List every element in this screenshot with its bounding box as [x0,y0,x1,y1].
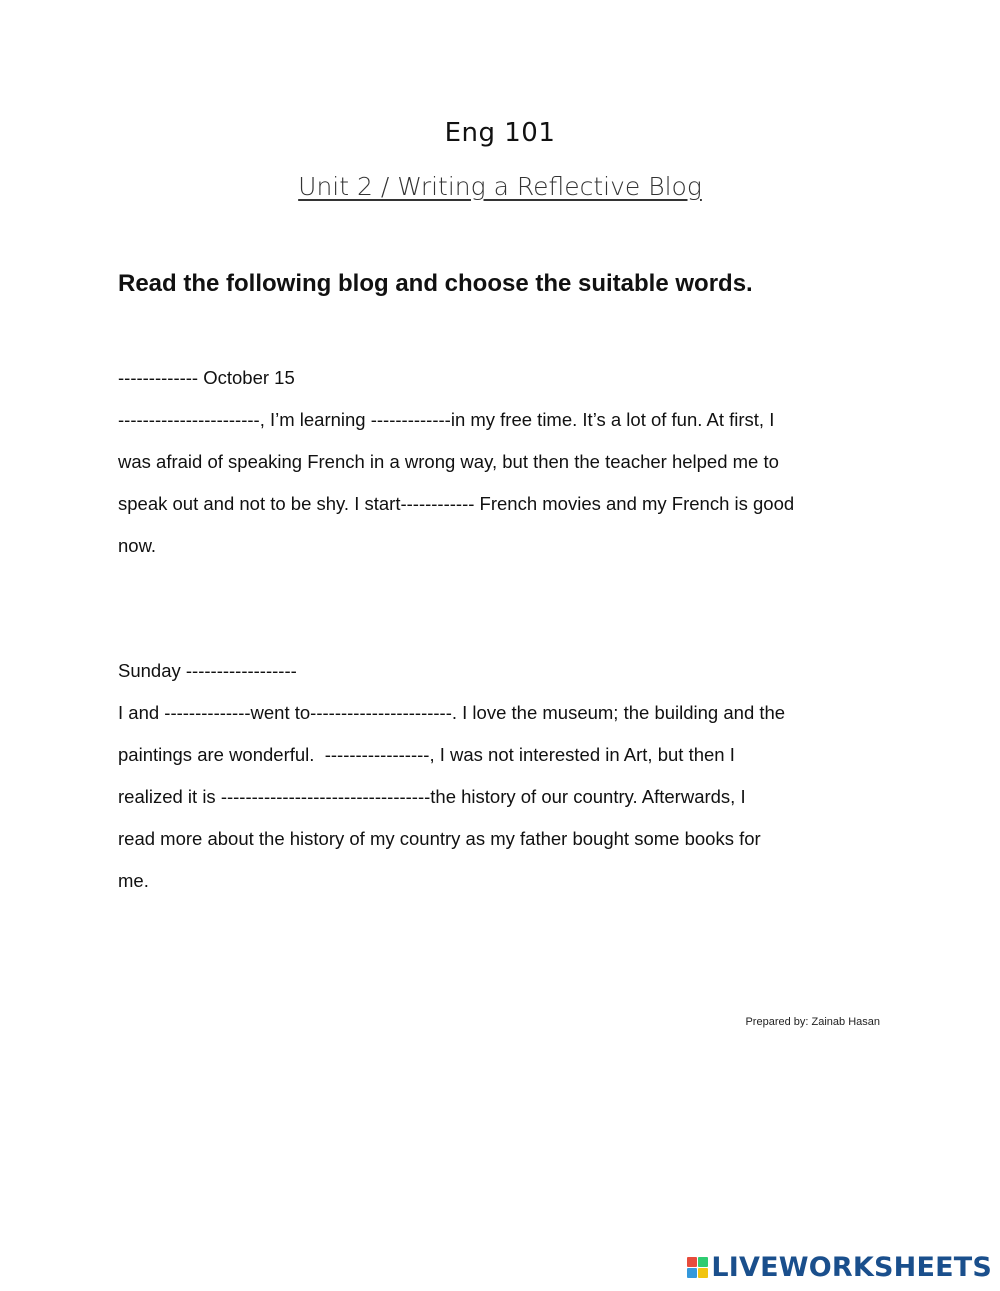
liveworksheets-brand[interactable] [687,1252,992,1283]
logo-square-red [687,1257,697,1267]
instruction-text: Read the following blog and choose the suitable words. [118,270,753,297]
liveworksheets-wordmark: LIVEWORKSHEETS [711,1252,992,1283]
blog1-text-line-2: was afraid of speaking French in a wrong way, but then the teacher helped me to [118,451,779,472]
page-subtitle: Unit 2 / Writing a Reflective Blog [298,172,702,201]
blog2-text-line-4: read more about the history of my country as my father bought some books for [118,828,761,849]
blog2-text-line-3: realized it is ----------------------------------the history of our country. Afterwards, I [118,786,746,807]
blog1-date-line: ------------- October 15 [118,367,295,388]
blog1-text-line-1: -----------------------, I’m learning -------------in my free time. It’s a lot of fun. At first, I [118,409,775,430]
logo-square-yellow [698,1268,708,1278]
blog2-text-line-1: I and --------------went to-----------------------. I love the museum; the building and the [118,702,786,723]
liveworksheets-logo-icon [687,1254,708,1282]
logo-square-blue [687,1268,697,1278]
blog1-text-line-4: now. [118,535,157,556]
blog1-text-line-3: speak out and not to be shy. I start------------ French movies and my French is good [118,493,795,514]
blog2-text-line-2: paintings are wonderful. -----------------, I was not interested in Art, but then I [118,744,735,765]
blog2-date-line: Sunday ------------------ [118,660,297,681]
prepared-by-text: Prepared by: Zainab Hasan [745,1016,880,1028]
page-title: Eng 101 [444,118,556,148]
blog2-text-line-5: me. [118,870,149,891]
logo-square-green [698,1257,708,1267]
